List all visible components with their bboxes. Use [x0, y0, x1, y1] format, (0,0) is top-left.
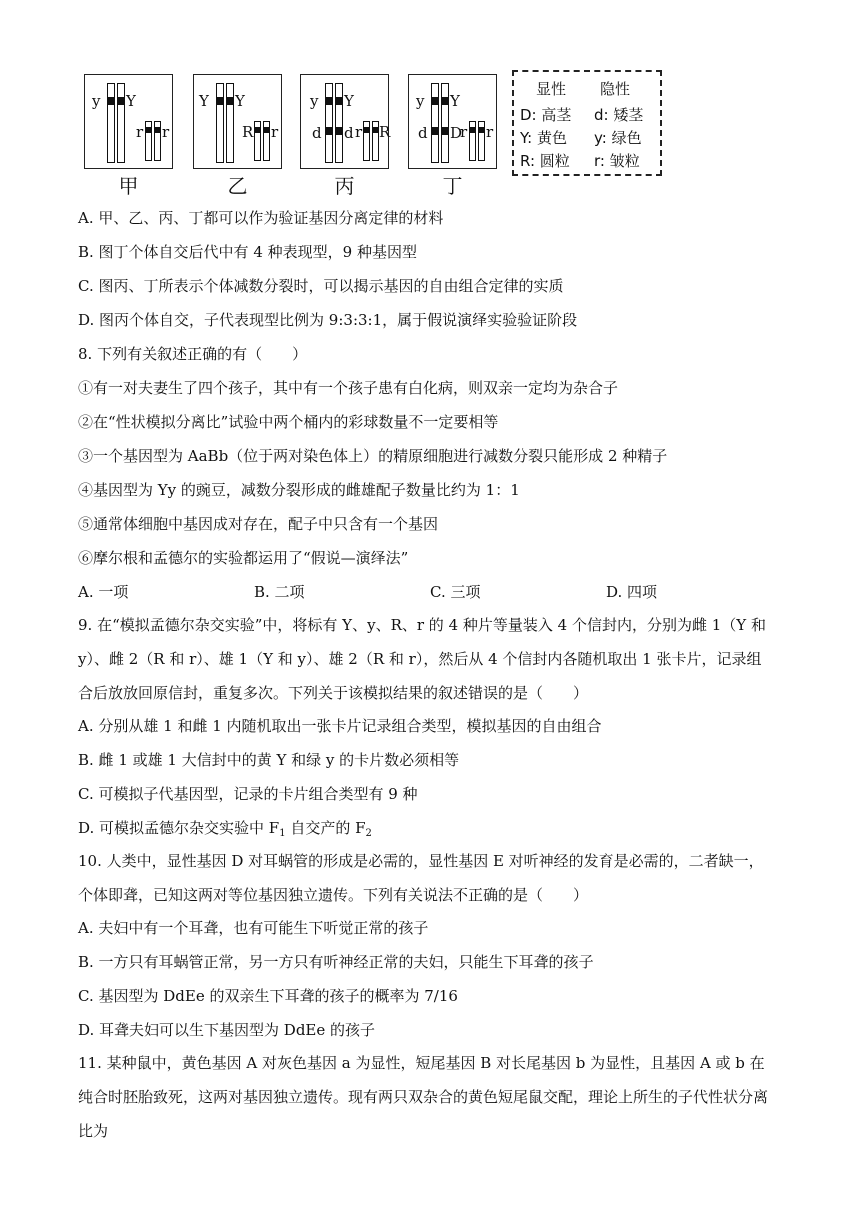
- chromosome: [117, 83, 125, 163]
- legend-dominant-header: 显性: [536, 80, 567, 98]
- q11-stem: 11. 某种鼠中，黄色基因 A 对灰色基因 a 为显性，短尾基因 B 对长尾基因 b 为显性，且基因 A 或 b 在纯合时胚胎致死，这两对基因独立遗传。现有两只双杂合的黄色短尾鼠交配，理论上所生的子代性状分离比为: [78, 1054, 769, 1140]
- gene-label: Y: [450, 92, 460, 110]
- panel-ding: [408, 74, 497, 169]
- q8-option-d: D. 四项: [606, 583, 658, 601]
- q7-option-a: A. 甲、乙、丙、丁都可以作为验证基因分离定律的材料: [78, 209, 444, 227]
- panel-label: 甲: [118, 174, 139, 198]
- legend-recessive: r: 皱粒: [594, 152, 640, 170]
- gene-locus: [335, 97, 343, 105]
- q7-option-b: B. 图丁个体自交后代中有 4 种表现型，9 种基因型: [78, 243, 417, 261]
- q8-stem: 8. 下列有关叙述正确的有（ ）: [78, 345, 308, 363]
- gene-locus: [441, 97, 449, 105]
- gene-locus: [117, 97, 125, 105]
- q8-option-a: A. 一项: [78, 583, 129, 601]
- chromosome: [107, 83, 115, 163]
- q8-item: ①有一对夫妻生了四个孩子，其中有一个孩子患有白化病，则双亲一定均为杂合子: [78, 379, 619, 397]
- q9-option-d-text: 自交产的 F: [285, 819, 366, 837]
- gene-label: Y: [126, 92, 136, 110]
- q10-stem: 10. 人类中，显性基因 D 对耳蜗管的形成是必需的，显性基因 E 对听神经的发育是必需的，二者缺一，个体即聋，已知这两对等位基因独立遗传。下列有关说法不正确的是（ ）: [78, 852, 764, 904]
- gene-locus: [325, 127, 333, 135]
- q9-option-d-sub: 1: [279, 828, 286, 839]
- legend-recessive-header: 隐性: [600, 80, 631, 98]
- gene-locus: [325, 97, 333, 105]
- legend-dominant: R: 圆粒: [520, 152, 570, 170]
- gene-label: R: [242, 123, 254, 141]
- gene-label: D: [450, 124, 463, 142]
- chromosome: [325, 83, 333, 163]
- chromosome: [226, 83, 234, 163]
- q10-option-a: A. 夫妇中有一个耳聋，也有可能生下听觉正常的孩子: [78, 919, 429, 937]
- q10-option-d: D. 耳聋夫妇可以生下基因型为 DdEe 的孩子: [78, 1021, 376, 1039]
- q7-option-d: D. 图丙个体自交，子代表现型比例为 9:3:3:1，属于假说演绎实验验证阶段: [78, 311, 578, 329]
- chromosome: [216, 83, 224, 163]
- legend-dominant: Y: 黄色: [520, 129, 567, 147]
- panel-label: 乙: [227, 174, 248, 198]
- chromosome: [431, 83, 439, 163]
- gene-locus: [226, 97, 234, 105]
- q9-option-d-text: D. 可模拟孟德尔杂交实验中 F: [78, 819, 280, 837]
- q8-item: ⑥摩尔根和孟德尔的实验都运用了“假说—演绎法”: [78, 549, 409, 567]
- legend-recessive: d: 矮茎: [594, 106, 644, 124]
- gene-locus: [145, 127, 152, 133]
- gene-label: y: [310, 92, 319, 110]
- q8-option-b: B. 二项: [254, 583, 305, 601]
- q8-item: ③一个基因型为 AaBb（位于两对染色体上）的精原细胞进行减数分裂只能形成 2 种精子: [78, 447, 668, 465]
- chromosome: [441, 83, 449, 163]
- gene-label: d: [344, 124, 354, 142]
- gene-label: R: [379, 123, 391, 141]
- gene-locus: [216, 97, 224, 105]
- panel-yi: [193, 74, 282, 169]
- q8-item: ④基因型为 Yy 的豌豆，减数分裂形成的雌雄配子数量比约为 1：1: [78, 481, 520, 499]
- chromosome: [335, 83, 343, 163]
- gene-label: r: [460, 123, 468, 141]
- gene-locus: [431, 127, 439, 135]
- gene-locus: [441, 127, 449, 135]
- gene-label: r: [136, 123, 144, 141]
- gene-legend: [512, 70, 662, 176]
- q7-option-c: C. 图丙、丁所表示个体减数分裂时，可以揭示基因的自由组合定律的实质: [78, 277, 564, 295]
- panel-label: 丙: [334, 174, 355, 198]
- gene-label: r: [486, 123, 494, 141]
- gene-label: Y: [199, 92, 209, 110]
- q10-option-c: C. 基因型为 DdEe 的双亲生下耳聋的孩子的概率为 7/16: [78, 987, 458, 1005]
- gene-label: r: [162, 123, 170, 141]
- gene-label: d: [418, 124, 428, 142]
- panel-bing: [300, 74, 389, 169]
- gene-locus: [363, 127, 370, 133]
- gene-locus: [154, 127, 161, 133]
- q9-option-d-sub: 2: [365, 828, 372, 839]
- gene-locus: [469, 127, 476, 133]
- q9-option-d: [78, 818, 372, 844]
- gene-label: Y: [235, 92, 245, 110]
- q10-option-b: B. 一方只有耳蜗管正常，另一方只有听神经正常的夫妇，只能生下耳聋的孩子: [78, 953, 594, 971]
- gene-label: d: [312, 124, 322, 142]
- q9-stem: 9. 在“模拟孟德尔杂交实验”中，将标有 Y、y、R、r 的 4 种片等量装入 4 个信封内，分别为雌 1（Y 和 y）、雌 2（R 和 r）、雄 1（Y 和 y）、雄 2（R 和 r），然后从 4 个信封内各随机取出 1 张卡片，记录组合后放放回原信封，重复多次。下列关于该模拟结果的叙述错误的是（ ）: [78, 616, 766, 702]
- q8-option-c: C. 三项: [430, 583, 481, 601]
- chromosome-figure: [84, 70, 664, 200]
- gene-locus: [107, 97, 115, 105]
- q8-item: ②在“性状模拟分离比”试验中两个桶内的彩球数量不一定要相等: [78, 413, 499, 431]
- gene-locus: [335, 127, 343, 135]
- q8-options: [78, 581, 778, 601]
- q9-option-c: C. 可模拟子代基因型，记录的卡片组合类型有 9 种: [78, 785, 418, 803]
- gene-locus: [254, 127, 261, 133]
- gene-label: y: [416, 92, 425, 110]
- gene-locus: [478, 127, 485, 133]
- gene-locus: [431, 97, 439, 105]
- panel-label: 丁: [442, 174, 463, 198]
- gene-locus: [372, 127, 379, 133]
- q9-option-b: B. 雌 1 或雄 1 大信封中的黄 Y 和绿 y 的卡片数必须相等: [78, 751, 460, 769]
- panel-jia: [84, 74, 173, 169]
- gene-label: r: [355, 123, 363, 141]
- gene-label: r: [271, 123, 279, 141]
- q8-item: ⑤通常体细胞中基因成对存在，配子中只含有一个基因: [78, 515, 439, 533]
- gene-locus: [263, 127, 270, 133]
- gene-label: Y: [344, 92, 354, 110]
- legend-dominant: D: 高茎: [520, 106, 572, 124]
- q9-option-a: A. 分别从雄 1 和雌 1 内随机取出一张卡片记录组合类型，模拟基因的自由组合: [78, 717, 602, 735]
- gene-label: y: [92, 92, 101, 110]
- legend-recessive: y: 绿色: [594, 129, 642, 147]
